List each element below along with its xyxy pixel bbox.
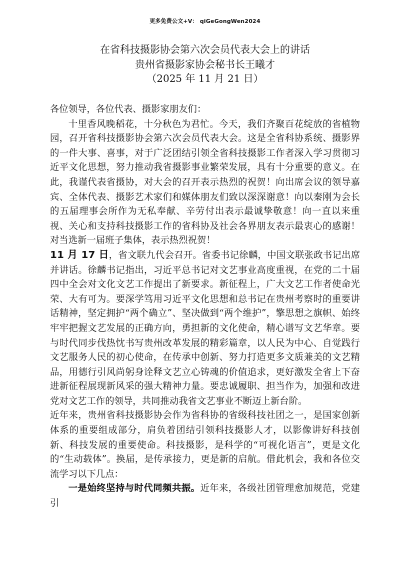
paragraph-2-date: 11 月 17 日 xyxy=(50,249,109,261)
speech-title-block xyxy=(0,44,410,88)
speech-date: （2025 年 11 月 21 日） xyxy=(146,74,264,85)
speaker-line: 贵州省摄影家协会秘书长王曦才 xyxy=(135,59,275,71)
header-note: 更多免费公文+V： qiGeGongWen2024 xyxy=(149,19,261,25)
salutation: 各位领导，各位代表、摄影家朋友们： xyxy=(50,104,207,115)
paragraph-4 xyxy=(50,482,360,511)
paragraph-1: 十里香风晚稻花，十分秋色为君忙。今天，我们齐聚百花绽放的省植物园，召开省科技摄影协会第六次会员代表大会。这是全省科协系统、摄影界的一件大事、喜事，对于广泛团结引领全省科技摄影工作者深入学习贯彻习近平文化思想，努力推动我省摄影事业繁荣发展，具有十分重要的意义。在此，我谨代表省摄协，对大会的召开表示热烈的祝贺！向出席会议的领导嘉宾、全体代表、摄影艺术家们和媒体朋友们致以深深谢意！向以秦刚为会长的五届理事会所作为无私奉献、辛劳付出表示最诚挚敬意！向一直以来重视、关心和支持科技摄影工作的省科协及社会各界朋友表示最衷心的感谢！对当选新一届班子集体，表示热烈祝贺！ xyxy=(50,118,360,247)
speech-title: 在省科技摄影协会第六次会员代表大会上的讲话 xyxy=(100,45,310,56)
paragraph-2-text: ，省文联九代会召开。省委书记徐麟，中国文联张政书记出席并讲话。徐麟书记指出，习近平总书记对文艺事业高度重视，在党的二十届四中全会对文化文艺工作提出了新要求。新征程上，广大文艺工作者使命光荣、大有可为。要深学笃用习近平文化思想和总书记在贵州考察时的重要讲话精神，坚定拥护“两个确立”、坚决做到“两个维护”，擎思想之旗帜、始终牢牢把握文艺发展的正确方向，勇担新的文化使命，精心谱写文艺华章。要与时代同步伐热忱书写贵州改革发展的精彩篇章，以人民为中心、自觉践行文艺服务人民的初心使命，在传承中创新、努力打造更多文质兼美的文艺精品，用德行引风尚躬身诠释文艺立心铸魂的价值追求，更好激发全省上下奋进新征程展现新风采的强大精神力量。要忠诚履职、担当作为，加强和改进党对文艺工作的领导，共同推动我省文艺事业不断迈上新台阶。 xyxy=(50,249,361,407)
paragraph-3: 近年来，贵州省科技摄影协会作为省科协的省级科技社团之一，是国家创新体系的重要组成部分，肩负着团结引领科技摄影人才，以影像讲好科技创新、科技发展的重要使命。科技摄影，是科学的“可视化语言”，更是文化的“生动载体”。换届，是传承接力，更是新的启航。借此机会，我和各位交流学习以下几点： xyxy=(50,410,360,480)
paragraph-4-text: 近年来，各级社团管理愈加规范，党建引 xyxy=(50,483,360,510)
paragraph-4-lead: 一是始终坚持与时代同频共振。 xyxy=(68,483,201,495)
speech-body xyxy=(50,103,360,512)
paragraph-2 xyxy=(50,249,360,410)
